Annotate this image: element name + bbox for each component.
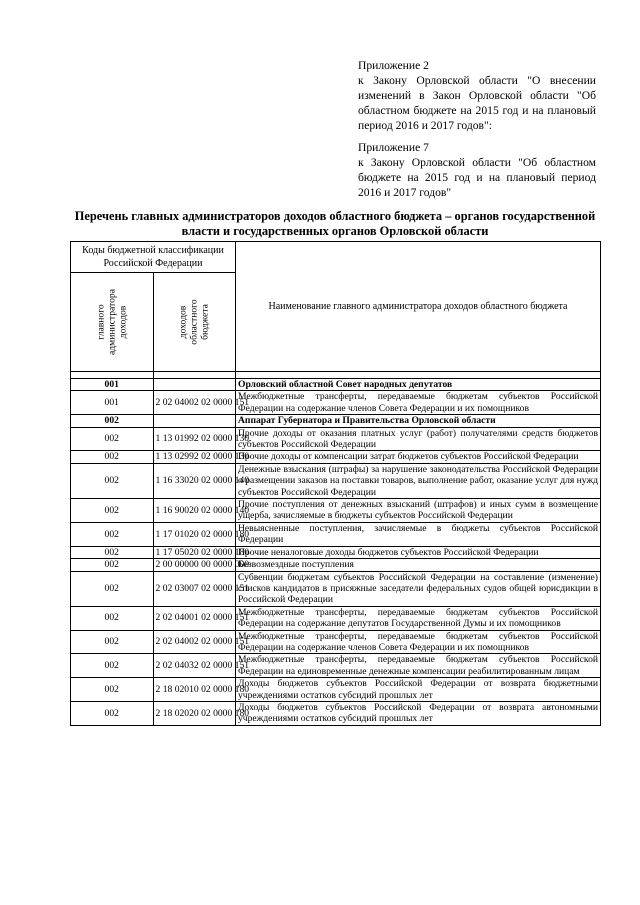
table-row — [71, 546, 601, 558]
admin-code-cell: 002 — [71, 415, 154, 427]
income-code-cell: 2 18 02020 02 0000 180 — [153, 701, 236, 725]
income-code-cell: 1 13 02992 02 0000 130 — [153, 451, 236, 463]
table-row — [71, 559, 601, 571]
income-code-cell: 2 18 02010 02 0000 180 — [153, 678, 236, 702]
administrator-name-cell: Доходы бюджетов субъектов Российской Федерации от возврата автономными учреждениями остатков субсидий прошлых лет — [236, 701, 601, 725]
income-code-cell: 2 02 03007 02 0000 151 — [153, 571, 236, 606]
admin-code-cell: 002 — [71, 451, 154, 463]
table-row — [71, 654, 601, 678]
administrator-name-cell: Прочие доходы от компенсации затрат бюджетов субъектов Российской Федерации — [236, 451, 601, 463]
appendix-7-title: Приложение 7 — [358, 141, 429, 154]
appendix-2-title: Приложение 2 — [358, 59, 429, 72]
table-row — [71, 571, 601, 606]
document-heading: Перечень главных администраторов доходов областного бюджета – органов государственной власти и государственных органов Орловской области — [74, 209, 596, 238]
administrator-name-cell: Прочие доходы от оказания платных услуг (работ) получателями средств бюджетов субъектов Российской Федерации — [236, 427, 601, 451]
administrator-name-cell: Орловский областной Совет народных депутатов — [236, 379, 601, 391]
admin-code-cell: 002 — [71, 606, 154, 630]
income-code-cell: 2 00 00000 00 0000 000 — [153, 559, 236, 571]
table-row — [71, 678, 601, 702]
administrators-table — [70, 241, 601, 726]
admin-code-cell: 002 — [71, 522, 154, 546]
administrator-name-cell: Межбюджетные трансферты, передаваемые бюджетам субъектов Российской Федерации на содержание членов Совета Федерации и их помощников — [236, 391, 601, 415]
spacer-cell — [71, 372, 154, 379]
admin-code-cell: 001 — [71, 379, 154, 391]
admin-code-cell: 002 — [71, 427, 154, 451]
admin-code-cell: 002 — [71, 546, 154, 558]
spacer-row — [71, 372, 601, 379]
table-row — [71, 451, 601, 463]
income-code-cell: 1 13 01992 02 0000 130 — [153, 427, 236, 451]
admin-code-cell: 001 — [71, 391, 154, 415]
table-row — [71, 499, 601, 523]
appendix-2 — [358, 58, 596, 133]
income-code-cell: 1 17 05020 02 0000 180 — [153, 546, 236, 558]
admin-code-cell: 002 — [71, 499, 154, 523]
administrator-name-cell: Доходы бюджетов субъектов Российской Федерации от возврата бюджетными учреждениями остатков субсидий прошлых лет — [236, 678, 601, 702]
admin-code-cell: 002 — [71, 571, 154, 606]
income-code-cell: 2 02 04002 02 0000 151 — [153, 391, 236, 415]
administrator-name-cell: Аппарат Губернатора и Правительства Орловской области — [236, 415, 601, 427]
administrator-name-cell: Безвозмездные поступления — [236, 559, 601, 571]
income-code-cell: 2 02 04032 02 0000 151 — [153, 654, 236, 678]
income-code-cell: 2 02 04001 02 0000 151 — [153, 606, 236, 630]
income-code-cell — [153, 379, 236, 391]
table-row — [71, 427, 601, 451]
income-code-cell — [153, 415, 236, 427]
admin-code-cell: 002 — [71, 654, 154, 678]
admin-code-header-text: главного администратора доходов — [95, 289, 129, 355]
admin-code-cell: 002 — [71, 463, 154, 498]
administrator-name-cell: Субвенции бюджетам субъектов Российской Федерации на составление (изменение) списков кандидатов в присяжные заседатели федеральных судов общей юрисдикции в Российской Федерации — [236, 571, 601, 606]
administrator-name-cell: Межбюджетные трансферты, передаваемые бюджетам субъектов Российской Федерации на содержание членов Совета Федерации и их помощников — [236, 630, 601, 654]
table-row — [71, 701, 601, 725]
administrator-name-cell: Невыясненные поступления, зачисляемые в бюджеты субъектов Российской Федерации — [236, 522, 601, 546]
admin-code-cell: 002 — [71, 559, 154, 571]
income-code-cell: 1 16 33020 02 0000 140 — [153, 463, 236, 498]
income-code-cell: 1 17 01020 02 0000 180 — [153, 522, 236, 546]
appendix-7-text: к Закону Орловской области "Об областном бюджете на 2015 год и на плановый период 2016 и 2017 годов" — [358, 156, 596, 199]
admin-code-header — [71, 273, 154, 372]
admin-code-cell: 002 — [71, 678, 154, 702]
table-row — [71, 415, 601, 427]
administrator-name-cell: Прочие неналоговые доходы бюджетов субъектов Российской Федерации — [236, 546, 601, 558]
spacer-cell — [236, 372, 601, 379]
admin-code-cell: 002 — [71, 701, 154, 725]
administrator-name-cell: Прочие поступления от денежных взысканий (штрафов) и иных сумм в возмещение ущерба, зачисляемые в бюджеты субъектов Российской Федерации — [236, 499, 601, 523]
table-row — [71, 522, 601, 546]
income-code-header — [153, 273, 236, 372]
appendix-7 — [358, 140, 596, 200]
administrator-name-cell: Межбюджетные трансферты, передаваемые бюджетам субъектов Российской Федерации на единовременные денежные компенсации реабилитированным лицам — [236, 654, 601, 678]
income-code-header-text: доходов областного бюджета — [177, 299, 211, 345]
income-code-cell: 2 02 04002 02 0000 151 — [153, 630, 236, 654]
table-row — [71, 606, 601, 630]
spacer-cell — [153, 372, 236, 379]
codes-header: Коды бюджетной классификации Российской Федерации — [71, 242, 236, 273]
table-row — [71, 379, 601, 391]
appendix-2-text: к Закону Орловской области "О внесении изменений в Закон Орловской области "Об областном бюджете на 2015 год и на плановый период 2016 и 2017 годов": — [358, 74, 596, 132]
administrator-name-cell: Межбюджетные трансферты, передаваемые бюджетам субъектов Российской Федерации на содержание депутатов Государственной Думы и их помощников — [236, 606, 601, 630]
income-code-cell: 1 16 90020 02 0000 140 — [153, 499, 236, 523]
table-row — [71, 463, 601, 498]
admin-code-cell: 002 — [71, 630, 154, 654]
administrator-name-cell: Денежные взыскания (штрафы) за нарушение законодательства Российской Федерации о размещении заказов на поставки товаров, выполнение работ, оказание услуг для нужд субъектов Российской Федерации — [236, 463, 601, 498]
table-row — [71, 630, 601, 654]
name-header: Наименование главного администратора доходов областного бюджета — [236, 242, 601, 372]
table-row — [71, 391, 601, 415]
